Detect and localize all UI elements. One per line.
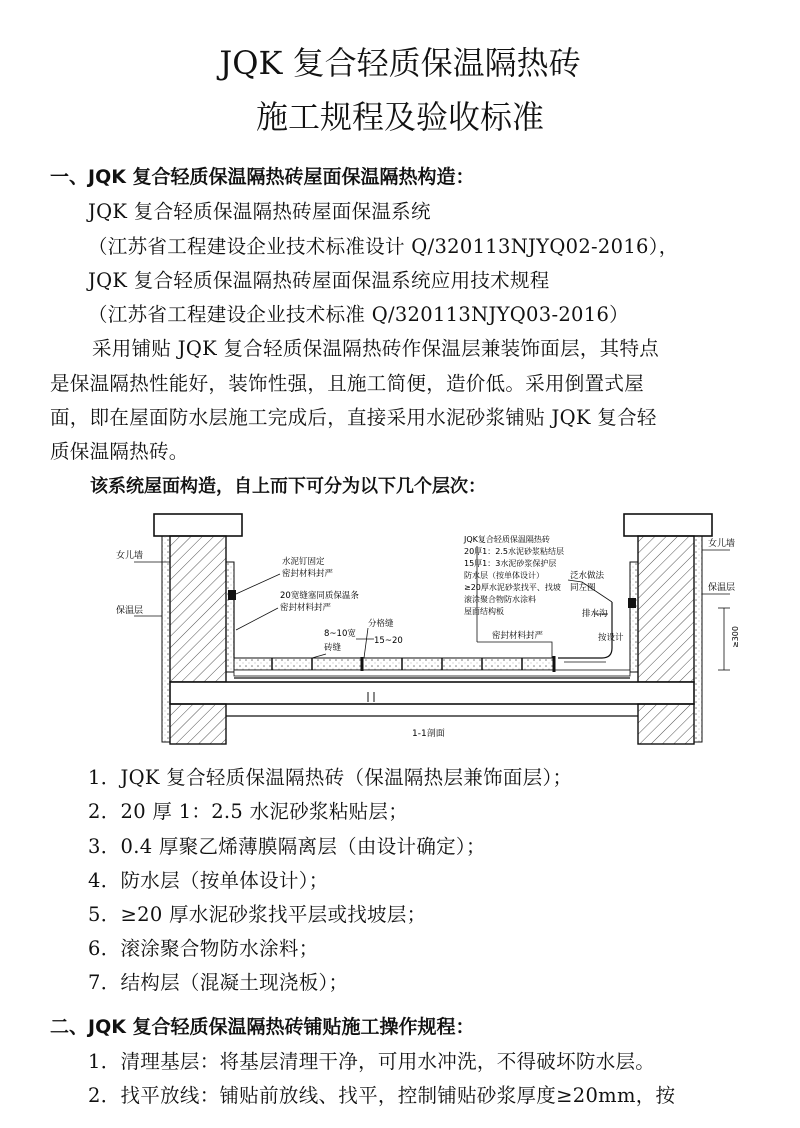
procedure-step: 1．清理基层：将基层清理干净，可用水冲洗，不得破坏防水层。 <box>88 1050 656 1073</box>
standard-line: JQK 复合轻质保温隔热砖屋面保温系统 <box>88 200 431 223</box>
label-drain: 排水沟 <box>582 609 608 619</box>
list-item: 6．滚涂聚合物防水涂料； <box>88 937 319 960</box>
label-right-parapet: 女儿墙 <box>708 539 736 549</box>
label-layer: 屋面结构板 <box>464 607 504 616</box>
document-subtitle: 施工规程及验收标准 <box>255 98 544 136</box>
list-item: 2．20 厚 1：2.5 水泥砂浆粘贴层； <box>88 800 409 823</box>
label-nail: 水泥钉固定 <box>282 557 325 567</box>
label-flashing: 泛水做法 <box>570 571 605 581</box>
label-strip-seal: 密封材料封严 <box>280 603 332 613</box>
list-item: 5．≥20 厚水泥砂浆找平层或找坡层； <box>88 903 427 926</box>
layers-intro: 该系统屋面构造，自上而下可分为以下几个层次： <box>90 476 486 497</box>
document-title: JQK 复合轻质保温隔热砖 <box>219 44 581 82</box>
label-left-parapet: 女儿墙 <box>116 551 144 561</box>
body-paragraph-line: 是保温隔热性能好，装饰性强，且施工简便，造价低。采用倒置式屋 <box>50 372 645 395</box>
label-layer: 15厚1：3水泥砂浆保护层 <box>464 559 557 568</box>
label-flashing-ref: 同左图 <box>570 583 596 593</box>
list-item: 3．0.4 厚聚乙烯薄膜隔离层（由设计确定）； <box>88 835 486 858</box>
label-right-insulation: 保温层 <box>708 583 736 593</box>
body-paragraph-line: 面，即在屋面防水层施工完成后，直接采用水泥砂浆铺贴 JQK 复合轻 <box>50 406 657 429</box>
section1-heading: 一、JQK 复合轻质保温隔热砖屋面保温隔热构造： <box>50 166 475 188</box>
label-seal: 密封材料封严 <box>492 631 544 641</box>
label-layer: JQK复合轻质保温隔热砖 <box>464 535 550 544</box>
body-paragraph-line: 质保温隔热砖。 <box>50 440 189 463</box>
roof-section-diagram <box>112 502 748 748</box>
label-layer: 20厚1：2.5水泥砂浆粘结层 <box>464 547 564 556</box>
section2-heading: 二、JQK 复合轻质保温隔热砖铺贴施工操作规程： <box>50 1016 475 1038</box>
label-drain-design: 按设计 <box>598 633 624 643</box>
section-caption: 1-1剖面 <box>412 729 445 739</box>
label-nail-seal: 密封材料封严 <box>282 569 334 579</box>
label-layer: ≥20厚水泥砂浆找平、找坡 <box>464 583 561 592</box>
standard-line: （江苏省工程建设企业技术标准设计 Q/320113NJYQ02-2016）， <box>88 235 679 258</box>
procedure-step: 2．找平放线：铺贴前放线、找平，控制铺贴砂浆厚度≥20mm，按 <box>88 1084 676 1107</box>
list-item: 4．防水层（按单体设计）； <box>88 869 329 892</box>
label-layer: 滚涂聚合物防水涂料 <box>464 595 536 604</box>
body-paragraph-line: 采用铺贴 JQK 复合轻质保温隔热砖作保温层兼装饰面层，其特点 <box>92 337 660 360</box>
label-left-insulation: 保温层 <box>116 606 144 616</box>
label-layer: 防水层（按单体设计） <box>464 571 544 580</box>
label-joint-width: 8~10宽 <box>324 629 356 639</box>
standard-line: （江苏省工程建设企业技术标准 Q/320113NJYQ03-2016） <box>88 303 629 326</box>
label-joint: 砖缝 <box>324 643 342 653</box>
label-strip: 20宽缝塞同质保温条 <box>280 591 359 601</box>
list-item: 1．JQK 复合轻质保温隔热砖（保温隔热层兼饰面层）； <box>88 766 573 789</box>
list-item: 7．结构层（混凝土现浇板）； <box>88 971 349 994</box>
standard-line: JQK 复合轻质保温隔热砖屋面保温系统应用技术规程 <box>88 269 550 292</box>
label-dimension: ≥300 <box>731 626 740 648</box>
label-divide-width: 15~20 <box>374 636 403 646</box>
label-divide-joint: 分格缝 <box>368 619 394 629</box>
